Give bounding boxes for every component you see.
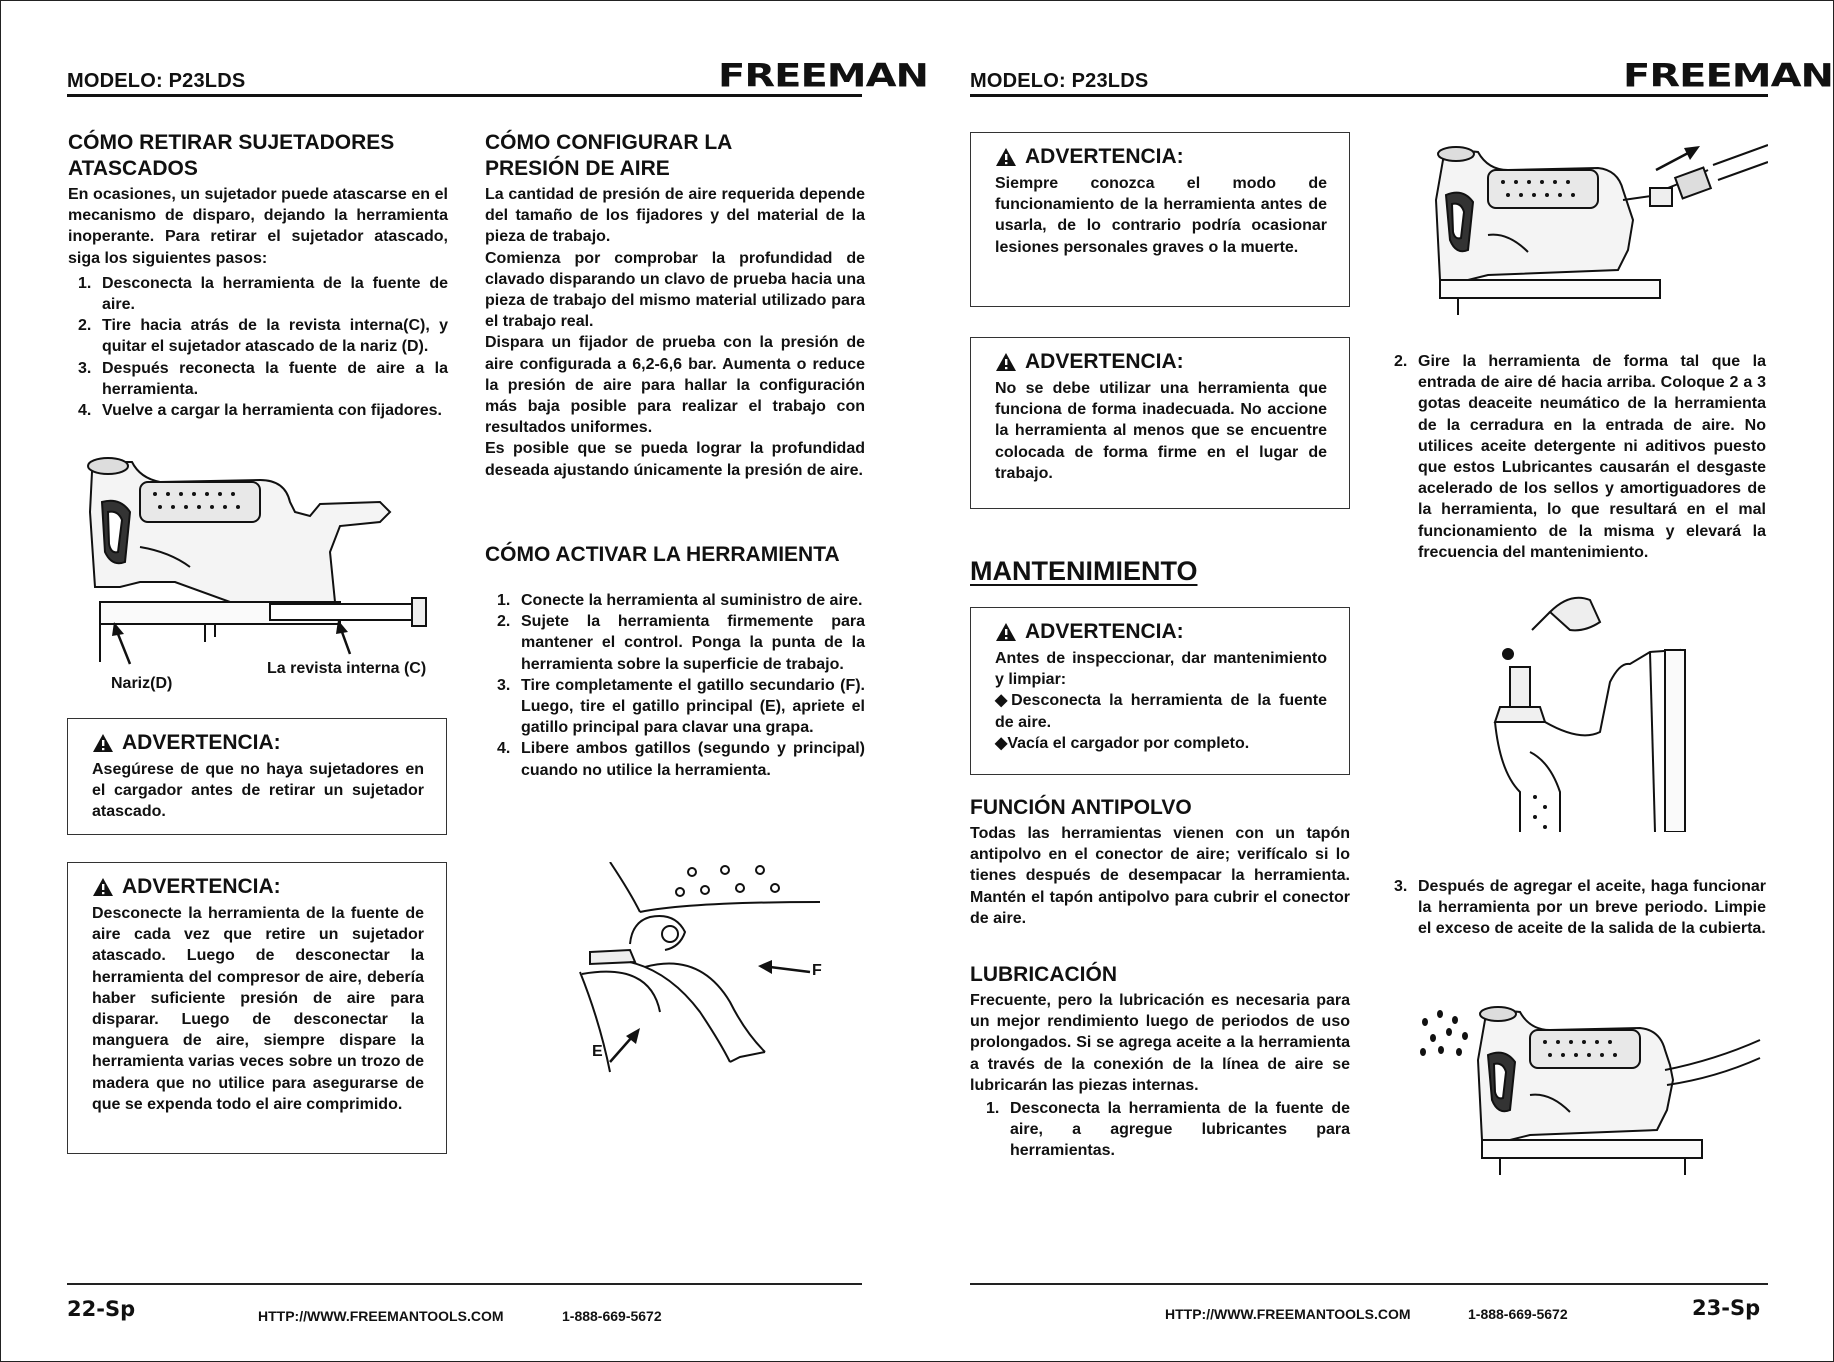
lubrication-text: Frecuente, pero la lubricación es necesaria para un mejor rendimiento luego de periodos de uso prolongados. Si se agrega aceite a la herramienta a través de la conexión de la línea de aire se lubricarán las piezas internas.	[970, 992, 1350, 1094]
jammed-title-line2: ATASCADOS	[68, 157, 198, 180]
oiling-illustration	[1490, 592, 1720, 832]
footer-url-left: HTTP://WWW.FREEMANTOOLS.COM	[258, 1308, 504, 1324]
warning-triangle-icon	[92, 733, 114, 753]
jammed-section	[68, 130, 448, 421]
pressure-p3: Dispara un fijador de prueba con la presión de aire configurada a 6,2-6,6 bar. Aumenta o reduce la presión de aire para hallar la configuración más baja posible para realizar el trabajo con resultados uniformes.	[485, 334, 865, 437]
warning-text: Siempre conozca el modo de funcionamiento de la herramienta antes de usarla, de lo contrario podría ocasionar lesiones personales graves o la muerte.	[995, 175, 1327, 256]
warning-text: Desconecte la herramienta de la fuente de aire cada vez que retire un sujetador atascado. Luego de desconectar la herramienta del compresor de aire, debería haber suficiente presión de aire para disparar. Luego de desconectar la manguera de aire, siempre dispare la herramienta varias veces sobre un trozo de madera que no utilice para asegurarse de que se expenda todo el aire comprimido.	[92, 905, 424, 1113]
freeman-logo-left	[718, 52, 929, 95]
header-rule-right	[970, 94, 1768, 97]
diamond-bullet-icon: ◆	[995, 734, 1008, 752]
jammed-title	[68, 130, 448, 182]
list-item: 3. Después reconecta la fuente de aire a la herramienta.	[78, 359, 448, 398]
header-rule-left	[67, 94, 862, 97]
label-magazine: La revista interna (C)	[267, 660, 427, 677]
lubrication-title: LUBRICACIÓN	[970, 963, 1117, 986]
warning-box-1	[67, 718, 447, 835]
freeman-logo-text: FREEMAN	[718, 57, 929, 95]
model-label-right: MODELO: P23LDS	[970, 70, 1149, 92]
warning-triangle-icon	[995, 622, 1017, 642]
step3-section	[1394, 876, 1766, 940]
footer-url-right: HTTP://WWW.FREEMANTOOLS.COM	[1165, 1306, 1411, 1322]
footer-phone-left: 1-888-669-5672	[562, 1308, 662, 1324]
trigger-illustration	[570, 862, 830, 1082]
label-trigger-f: F	[812, 962, 822, 979]
warning-triangle-icon	[92, 877, 114, 897]
footer-rule-left	[67, 1283, 862, 1285]
warning-title: ADVERTENCIA:	[995, 145, 1327, 169]
list-item: 1. Desconecta la herramienta de la fuente de aire.	[78, 274, 448, 314]
footer-phone-right: 1-888-669-5672	[1468, 1306, 1568, 1322]
lubrication-section	[970, 962, 1350, 1162]
warning-text: Antes de inspeccionar, dar mantenimiento y limpiar:	[995, 650, 1327, 689]
jammed-intro: En ocasiones, un sujetador puede atascarse en el mecanismo de disparo, dejando la herramienta inoperante. Para retirar el sujetador atascado, siga los siguientes pasos:	[68, 186, 448, 267]
stapler-air-connect-illustration	[1428, 140, 1768, 320]
list-item: 2. Tire hacia atrás de la revista interna(C), y quitar el sujetador atascado de la nariz (D).	[78, 317, 448, 356]
warning-triangle-icon	[995, 352, 1017, 372]
jammed-title-line1: CÓMO RETIRAR SUJETADORES	[68, 131, 395, 154]
lubrication-steps	[986, 1098, 1350, 1162]
list-item: 3. Tire completamente el gatillo secundario (F). Luego, tire el gatillo principal (E), apriete el gatillo principal para clavar una grapa.	[497, 676, 865, 737]
list-item: 2. Sujete la herramienta firmemente para mantener el control. Ponga la punta de la herramienta sobre la superficie de trabajo.	[497, 613, 865, 673]
warning-box-2	[67, 862, 447, 1154]
pressure-p1: La cantidad de presión de aire requerida depende del tamaño de los fijadores y del material de la pieza de trabajo.	[485, 186, 865, 246]
warning-title: ADVERTENCIA:	[92, 875, 424, 899]
warning-triangle-icon	[995, 147, 1017, 167]
warning-box-b	[970, 337, 1350, 509]
warning-text: No se debe utilizar una herramienta que funciona de forma inadecuada. No accione la herramienta al menos que se encuentre colocada de forma firme en el lugar de trabajo.	[995, 380, 1327, 482]
list-item: 4. Libere ambos gatillos (segundo y principal) cuando no utilice la herramienta.	[497, 740, 865, 779]
list-item: 1. Desconecta la herramienta de la fuente de aire, a agregue lubricantes para herramientas.	[986, 1100, 1350, 1160]
list-item: 3. Después de agregar el aceite, haga funcionar la herramienta por un breve periodo. Limpie el exceso de aceite de la salida de la cubierta.	[1394, 878, 1766, 938]
warning-text: Asegúrese de que no haya sujetadores en el cargador antes de retirar un sujetador atascado.	[92, 761, 424, 821]
activate-section	[485, 542, 865, 781]
dust-section	[970, 795, 1350, 929]
step2-list	[1394, 351, 1766, 563]
pressure-section	[485, 130, 865, 481]
page-number-left: 22-Sp	[67, 1297, 136, 1321]
warning-box-c	[970, 607, 1350, 775]
list-item: 1. Conecte la herramienta al suministro de aire.	[497, 592, 863, 609]
label-nose: Nariz(D)	[111, 675, 173, 692]
maintenance-title: MANTENIMIENTO	[970, 556, 1198, 586]
step3-list	[1394, 876, 1766, 940]
label-trigger-e: E	[592, 1043, 603, 1060]
freeman-logo-right	[1623, 52, 1834, 95]
step2-section	[1394, 351, 1766, 563]
freeman-logo-text: FREEMAN	[1623, 57, 1834, 95]
list-item: 4. Vuelve a cargar la herramienta con fijadores.	[78, 402, 442, 420]
list-item: 2. Gire la herramienta de forma tal que la entrada de aire dé hacia arriba. Coloque 2 a 3 gotas deaceite neumático de la herramienta de la cerradura en la entrada de aire. No utilices aceite detergente ni aditivos puesto que estos Lubricantes causarán el desgaste acelerado de los sellos y amortiguadores de la herramienta, lo que resultará en el mal funcionamiento de la misma y elevará la frecuencia del mantenimiento.	[1394, 353, 1766, 561]
activate-steps	[497, 590, 865, 781]
stapler-oil-spray-illustration	[1415, 1000, 1765, 1180]
warning-bullet: ◆Desconecta la herramienta de la fuente de aire.	[995, 692, 1327, 731]
pressure-p4: Es posible que se pueda lograr la profundidad deseada ajustando únicamente la presión de aire.	[485, 440, 865, 479]
warning-bullet: ◆Vacía el cargador por completo.	[995, 734, 1250, 752]
warning-title: ADVERTENCIA:	[995, 350, 1327, 374]
jammed-steps	[78, 273, 448, 421]
warning-title: ADVERTENCIA:	[92, 731, 424, 755]
footer-rule-right	[970, 1283, 1768, 1285]
dust-title: FUNCIÓN ANTIPOLVO	[970, 796, 1192, 819]
warning-box-a	[970, 132, 1350, 307]
model-label-left: MODELO: P23LDS	[67, 70, 246, 92]
diamond-bullet-icon: ◆	[995, 692, 1012, 710]
pressure-p2: Comienza por comprobar la profundidad de clavado disparando un clavo de prueba hacia una pieza de trabajo del mismo material utilizado para el trabajo real.	[485, 249, 865, 331]
page-number-right: 23-Sp	[1692, 1296, 1761, 1320]
warning-title: ADVERTENCIA:	[995, 620, 1327, 644]
activate-title: CÓMO ACTIVAR LA HERRAMIENTA	[485, 543, 840, 566]
dust-text: Todas las herramientas vienen con un tapón antipolvo en el conector de aire; verifícalo si lo tienes después de desempacar la herramienta. Mantén el tapón antipolvo para cubrir el conector de aire.	[970, 825, 1350, 927]
pressure-title: CÓMO CONFIGURAR LA PRESIÓN DE AIRE	[485, 131, 733, 180]
